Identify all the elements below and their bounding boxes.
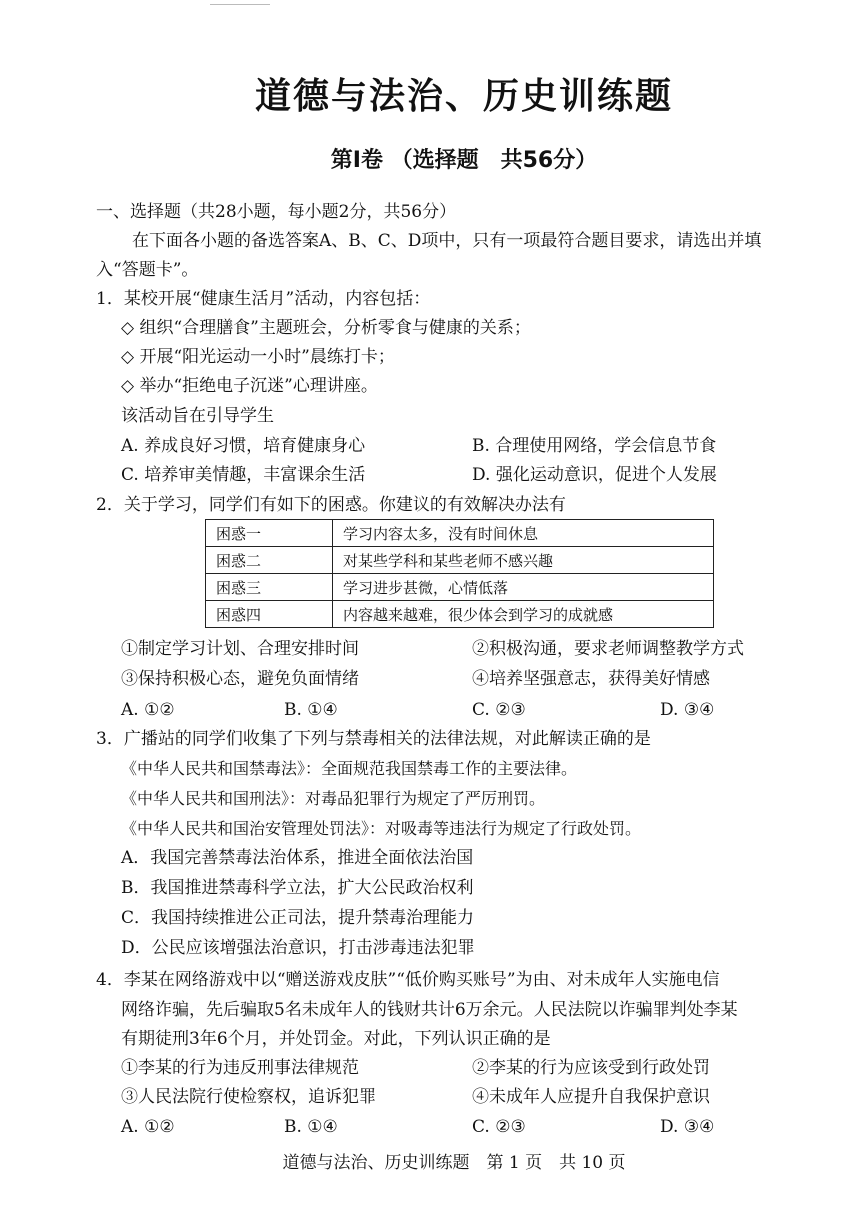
q1-stem: 1．某校开展“健康生活月”活动，内容包括： [96,289,431,309]
q1-item: ◇ 开展“阳光运动一小时”晨练打卡； [121,347,395,367]
q3-option-a: A．我国完善禁毒法治体系，推进全面依法治国 [121,848,474,868]
q1-item: ◇ 组织“合理膳食”主题班会，分析零食与健康的关系； [121,318,531,338]
table-cell-text: 学习进步甚微，心情低落 [333,574,714,601]
q2-option-b: B. ①④ [284,700,338,720]
q3-option-b: B．我国推进禁毒科学立法，扩大公民政治权利 [121,878,474,898]
q1-option-c: C. 培养审美情趣，丰富课余生活 [121,465,366,485]
q4-stem-line-1: 4．李某在网络游戏中以“赠送游戏皮肤”“低价购买账号”为由、对未成年人实施电信 [96,970,720,990]
table-cell-label: 困惑三 [206,574,333,601]
q1-lead: 该活动旨在引导学生 [121,406,274,426]
instruction-line-1: 在下面各小题的备选答案A、B、C、D项中，只有一项最符合题目要求，请选出并填 [132,231,762,251]
q4-statement-1: ①李某的行为违反刑事法律规范 [121,1058,359,1078]
q3-law: 《中华人民共和国治安管理处罚法》：对吸毒等违法行为规定了行政处罚。 [121,819,642,838]
q4-statement-4: ④未成年人应提升自我保护意识 [472,1087,710,1107]
table-cell-text: 内容越来越难，很少体会到学习的成就感 [333,601,714,628]
q3-option-c: C．我国持续推进公正司法，提升禁毒治理能力 [121,908,475,928]
instruction-line-2: 入“答题卡”。 [96,260,199,280]
q2-statement-4: ④培养坚强意志，获得美好情感 [472,669,710,689]
scan-artifact-line [210,4,270,5]
q1-option-a: A. 养成良好习惯，培育健康身心 [121,436,366,456]
table-cell-label: 困惑二 [206,547,333,574]
document-title: 道德与法治、历史训练题 [254,76,673,117]
q4-stem-line-2: 网络诈骗，先后骗取5名未成年人的钱财共计6万余元。人民法院以诈骗罪判处李某 [121,1000,738,1020]
confusion-table [205,519,714,628]
q2-option-c: C. ②③ [472,700,526,720]
q1-item: ◇ 举办“拒绝电子沉迷”心理讲座。 [121,376,378,396]
table-row [206,574,714,601]
table-row [206,601,714,628]
q1-option-d: D. 强化运动意识，促进个人发展 [472,465,717,485]
q2-option-a: A. ①② [121,700,175,720]
page-footer: 道德与法治、历史训练题 第 1 页 共 10 页 [282,1153,626,1173]
q4-option-a: A. ①② [121,1117,175,1137]
section-heading: 一、选择题（共28小题，每小题2分，共56分） [96,202,457,222]
q4-statement-3: ③人民法院行使检察权，追诉犯罪 [121,1087,376,1107]
q2-option-d: D. ③④ [660,700,715,720]
table-cell-text: 对某些学科和某些老师不感兴趣 [333,547,714,574]
table-row [206,520,714,547]
table-row [206,547,714,574]
q3-stem: 3．广播站的同学们收集了下列与禁毒相关的法律法规，对此解读正确的是 [96,729,651,749]
q3-law: 《中华人民共和国禁毒法》：全面规范我国禁毒工作的主要法律。 [121,759,578,778]
q2-stem: 2．关于学习，同学们有如下的困惑。你建议的有效解决办法有 [96,495,566,515]
q4-option-c: C. ②③ [472,1117,526,1137]
q2-statement-1: ①制定学习计划、合理安排时间 [121,639,359,659]
q4-statement-2: ②李某的行为应该受到行政处罚 [472,1058,710,1078]
table-cell-label: 困惑四 [206,601,333,628]
q4-stem-line-3: 有期徒刑3年6个月，并处罚金。对此，下列认识正确的是 [121,1029,551,1049]
section-subtitle: 第Ⅰ卷 （选择题 共56分） [330,148,598,173]
q3-option-d: D．公民应该增强法治意识，打击涉毒违法犯罪 [121,938,475,958]
q4-option-d: D. ③④ [660,1117,715,1137]
q4-option-b: B. ①④ [284,1117,338,1137]
q3-law: 《中华人民共和国刑法》：对毒品犯罪行为规定了严厉刑罚。 [121,789,546,808]
table-cell-text: 学习内容太多，没有时间休息 [333,520,714,547]
table-cell-label: 困惑一 [206,520,333,547]
q2-statement-3: ③保持积极心态，避免负面情绪 [121,669,359,689]
q1-option-b: B. 合理使用网络，学会信息节食 [472,436,717,456]
q2-statement-2: ②积极沟通，要求老师调整教学方式 [472,639,744,659]
